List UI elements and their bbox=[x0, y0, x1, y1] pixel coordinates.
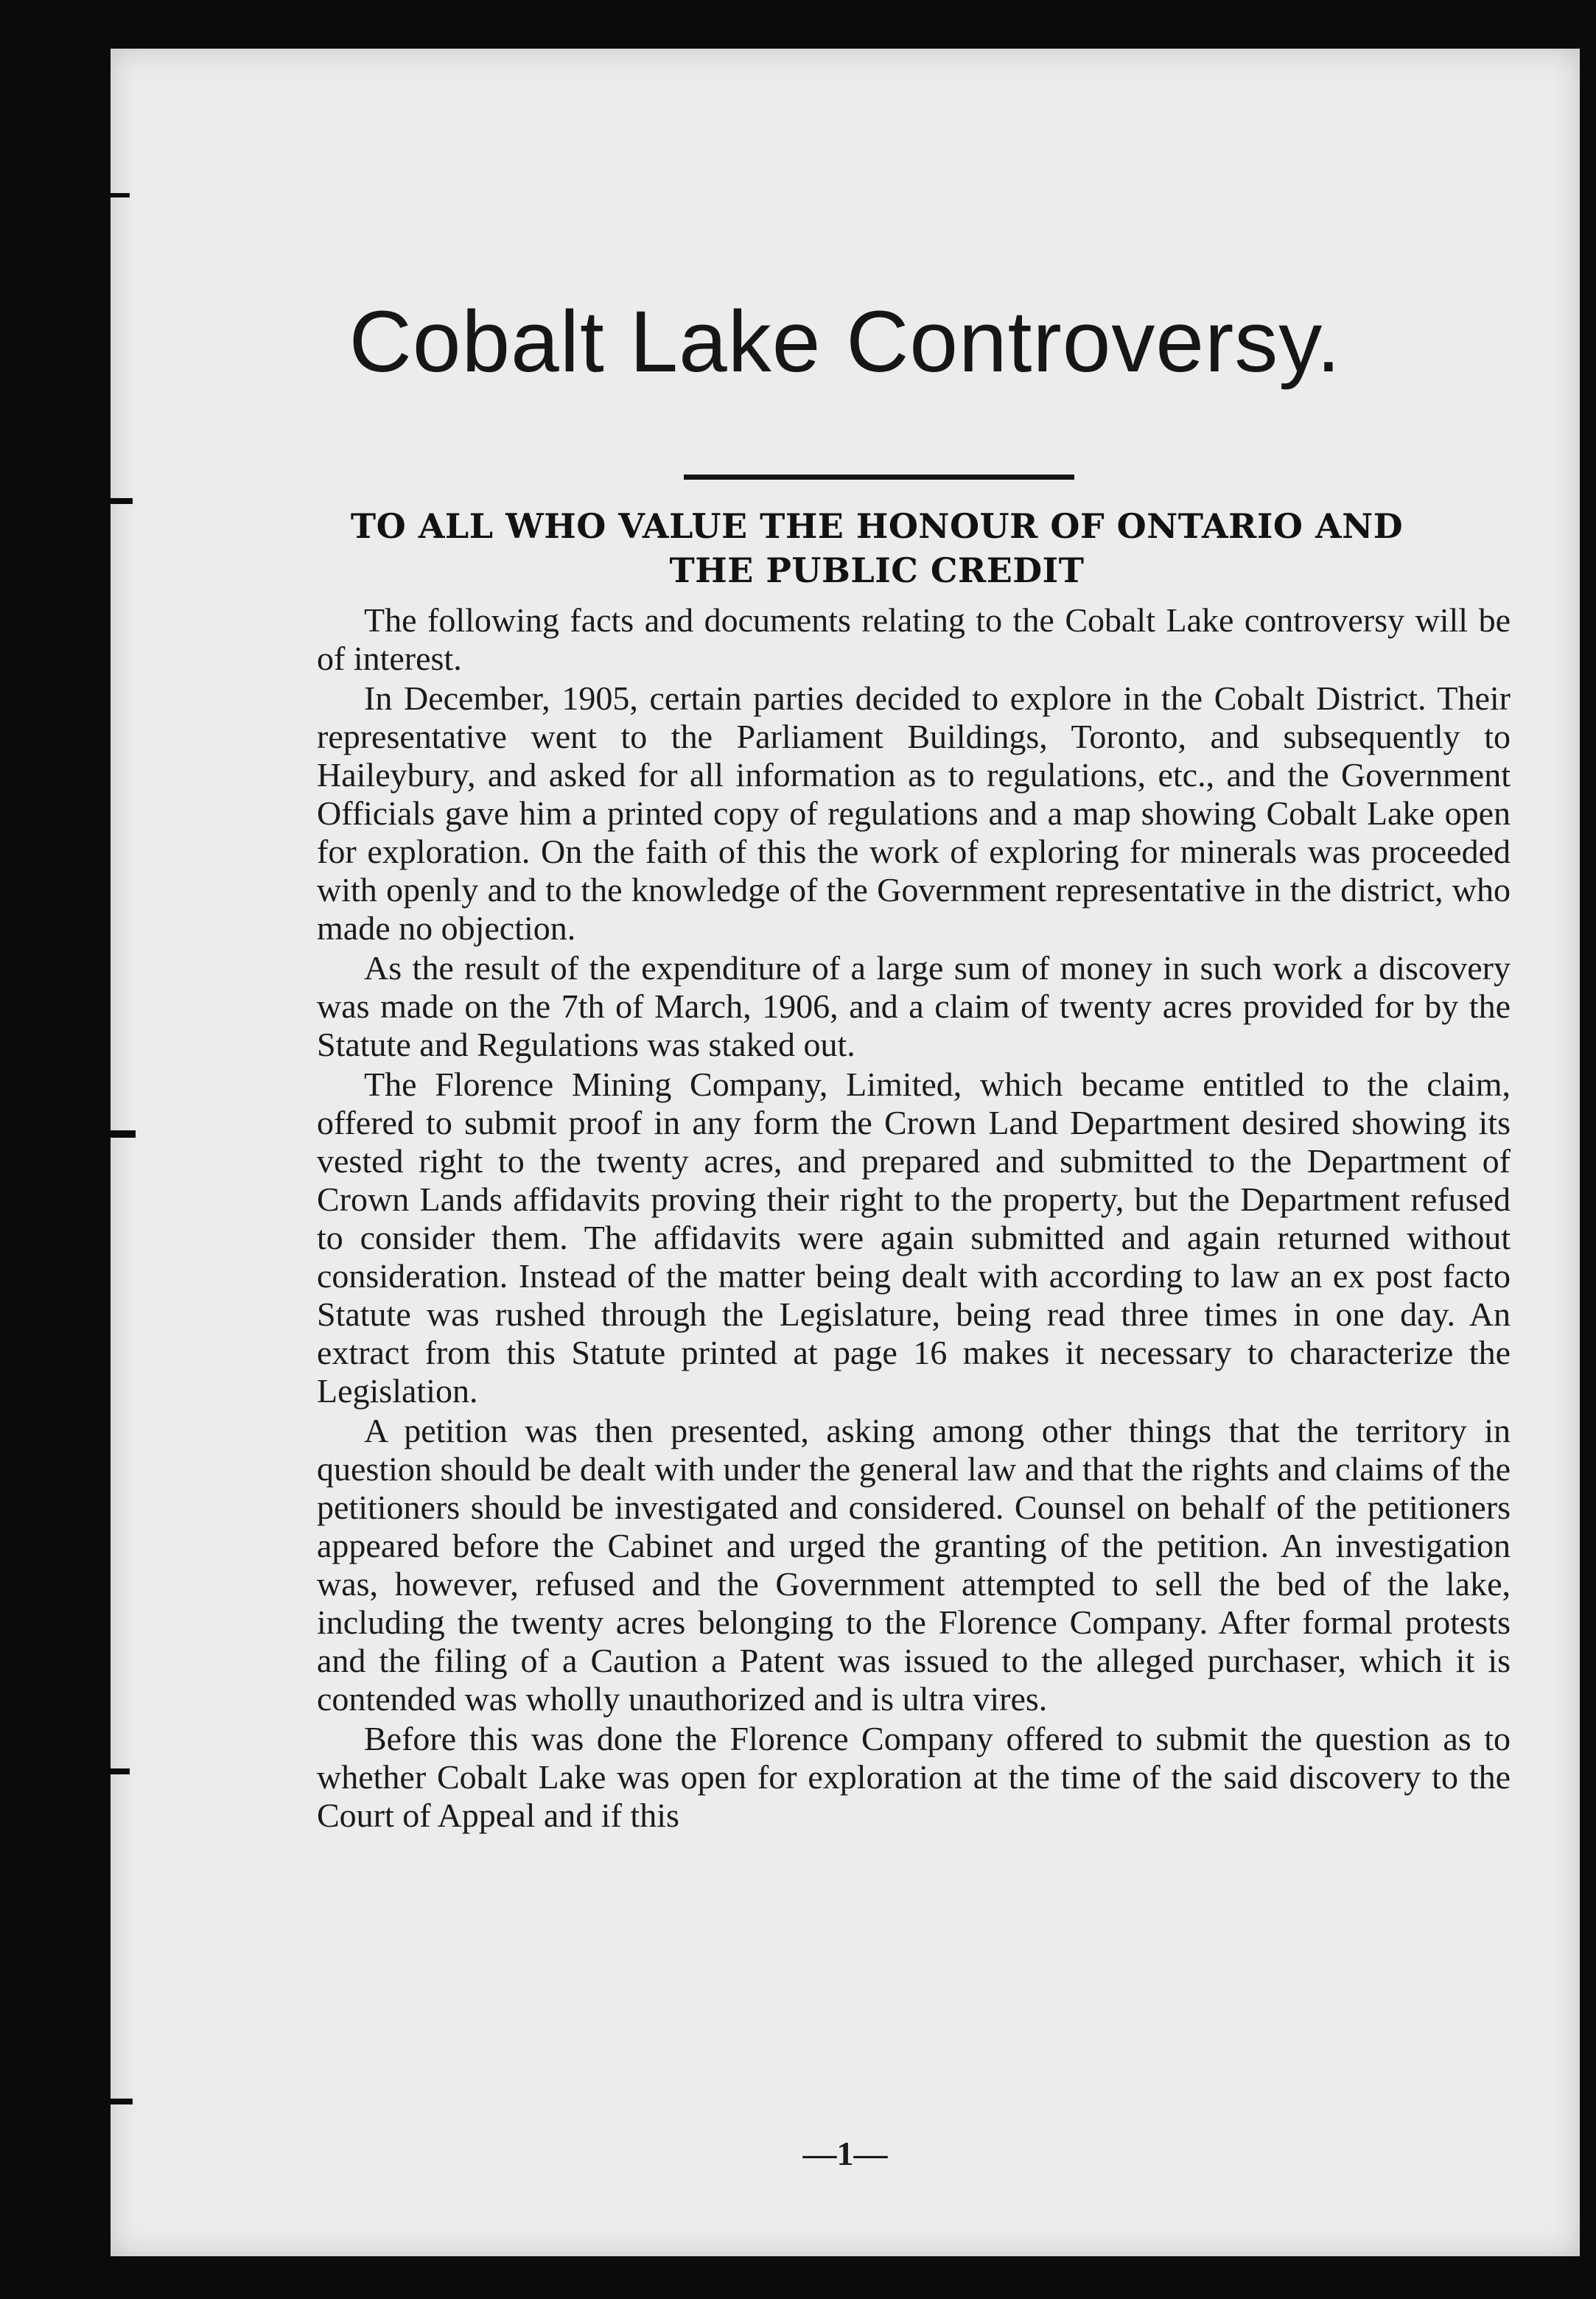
document-page bbox=[111, 49, 1580, 2256]
scan-edge-mark bbox=[111, 498, 133, 504]
paragraph: Before this was done the Florence Company offered to submit the question as to whether Cobalt Lake was open for exploration at the time of the said discovery to the Court of Appeal and if this bbox=[317, 1720, 1511, 1834]
scan-edge-mark bbox=[111, 2099, 133, 2104]
paragraph: The Florence Mining Company, Limited, which became entitled to the claim, offered to submit proof in any form the Crown Land Department desired showing its vested right to the twenty acres, and prepared and submitted to the Department of Crown Lands affidavits proving their right to the property, but the Department refused to consider them. The affidavits were again submitted and again returned without consideration. Instead of the matter being dealt with according to law an ex post facto Statute was rushed through the Legislature, being read three times in one day. An extract from this Statute printed at page 16 makes it necessary to characterize the Legislation. bbox=[317, 1065, 1511, 1410]
document-subheading: TO ALL WHO VALUE THE HONOUR OF ONTARIO AND THE PUBLIC CREDIT bbox=[350, 506, 1404, 590]
scan-edge-mark bbox=[111, 193, 130, 197]
paragraph: A petition was then presented, asking among other things that the territory in question should be dealt with under the general law and that the rights and claims of the petitioners should be investigated and considered. Counsel on behalf of the petitioners appeared before the Cabinet and urged the granting of the petition. An investigation was, however, refused and the Government attempted to sell the bed of the lake, including the twenty acres belonging to the Florence Company. After formal protests and the filing of a Caution a Patent was issued to the alleged purchaser, which it is contended was wholly unauthorized and is ultra vires. bbox=[317, 1412, 1511, 1718]
page-number: —1— bbox=[802, 2135, 888, 2172]
title-underline bbox=[684, 475, 1074, 480]
paragraph: As the result of the expenditure of a large sum of money in such work a discovery was made on the 7th of March, 1906, and a claim of twenty acres provided for by the Statute and Regulations was staked out. bbox=[317, 949, 1511, 1063]
scan-edge-mark bbox=[111, 1768, 130, 1774]
paragraph: In December, 1905, certain parties decided to explore in the Cobalt District. Their representative went to the Parliament Buildings, Toronto, and subsequently to Haileybury, and asked for all information as to regulations, etc., and the Government Officials gave him a printed copy of regulations and a map showing Cobalt Lake open for exploration. On the faith of this the work of exploring for minerals was proceeded with openly and to the knowledge of the Government representative in the district, who made no objection. bbox=[317, 679, 1511, 947]
document-title: Cobalt Lake Controversy. bbox=[349, 293, 1342, 391]
scan-edge-mark bbox=[111, 1130, 136, 1138]
paragraph: The following facts and documents relating to the Cobalt Lake controversy will be of interest. bbox=[317, 601, 1511, 677]
body-text bbox=[317, 601, 1511, 1836]
